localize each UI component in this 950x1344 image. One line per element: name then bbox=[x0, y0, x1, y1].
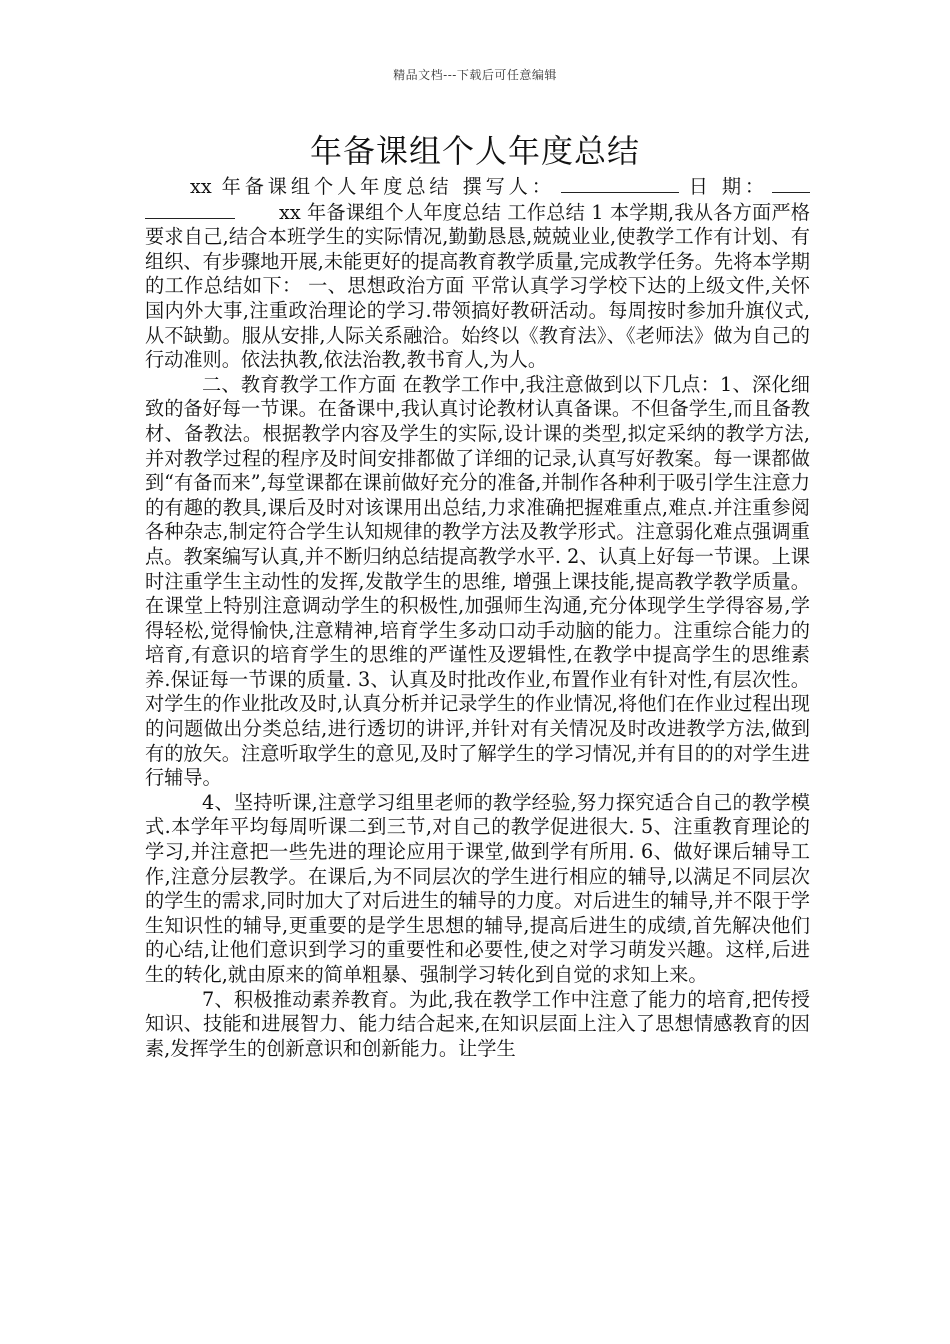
document-title: 年备课组个人年度总结 bbox=[309, 132, 640, 170]
date-blank bbox=[772, 174, 810, 193]
paragraph-lesson-observation: 4、坚持听课,注意学习组里老师的教学经验,努力探究适合自己的教学模式.本学年平均每周听课二到三节,对自己的教学促进很大. 5、注重教育理论的学习,并注意把一些先进的理论应用于课堂,做到学有所用. 6、做好课后辅导工作,注意分层教学。在课后,为不同层次的学生进行相应的辅导,以满足不同层次的学生的需求,同时加大了对后进生的辅导的力度。对后进生的辅导,并不限于学生知识性的辅导,更重要的是学生思想的辅导,提高后进生的成绩,首先解决他们的心结,让他们意识到学习的重要性和必要性,使之对学习萌发兴趣。这样,后进生的转化,就由原来的简单粗暴、强制学习转化到自觉的求知上来。 bbox=[145, 790, 810, 986]
paragraph-quality-education: 7、积极推动素养教育。为此,我在教学工作中注意了能力的培育,把传授知识、技能和进展智力、能力结合起来,在知识层面上注入了思想情感教育的因素,发挥学生的创新意识和创新能力。让学生 bbox=[145, 987, 810, 1060]
date-blank-continued bbox=[145, 200, 235, 219]
summary-paragraph: xx 年备课组个人年度总结 工作总结 1 本学期,我从各方面严格要求自己,结合本班学生的实际情况,勤勤恳恳,兢兢业业,使教学工作有计划、有组织、有步骤地开展,未能更好的提高教育教学质量,完成教学任务。先将本学期的工作总结如下： 一、思想政治方面 平常认真学习学校下达的上级文件,关怀国内外大事,注重政治理论的学习.带领搞好教研活动。每周按时参加升旗仪式,从不缺勤。服从安排,人际关系融洽。始终以《教育法》、《老师法》做为自己的行动准则。依法执教,依法治教,教书育人,为人。 bbox=[145, 200, 810, 372]
author-blank bbox=[561, 174, 679, 193]
meta-paragraph bbox=[145, 174, 810, 373]
running-header: 精品文档---下载后可任意编辑 bbox=[393, 68, 557, 82]
meta-intro: xx 年备课组个人年度总结 撰写人： bbox=[190, 175, 555, 198]
paragraph-teaching-work: 二、教育教学工作方面 在教学工作中,我注意做到以下几点：1、深化细致的备好每一节课。在备课中,我认真讨论教材认真备课。不但备学生,而且备教材、备教法。根据教学内容及学生的实际,设计课的类型,拟定采纳的教学方法,并对教学过程的程序及时间安排都做了详细的记录,认真写好教案。每一课都做到“有备而来”,每堂课都在课前做好充分的准备,并制作各种利于吸引学生注意力的有趣的教具,课后及时对该课用出总结,力求准确把握难重点,难点.并注重参阅各种杂志,制定符合学生认知规律的教学方法及教学形式。注意弱化难点强调重点。教案编写认真,并不断归纳总结提高教学水平. 2、认真上好每一节课。上课时注重学生主动性的发挥,发散学生的思维, 增强上课技能,提高教学教学质量。在课堂上特别注意调动学生的积极性,加强师生沟通,充分体现学生学得容易,学得轻松,觉得愉快,注意精神,培育学生多动口动手动脑的能力。注重综合能力的培育,有意识的培育学生的思维的严谨性及逻辑性,在教学中提高学生的思维素养.保证每一节课的质量. 3、认真及时批改作业,布置作业有针对性,有层次性。对学生的作业批改及时,认真分析并记录学生的作业情况,将他们在作业过程出现的问题做出分类总结,进行透切的讲评,并针对有关情况及时改进教学方法,做到有的放矢。注意听取学生的意见,及时了解学生的学习情况,并有目的的对学生进行辅导。 bbox=[145, 372, 811, 790]
date-label: 日 期： bbox=[684, 175, 768, 198]
document-body bbox=[145, 174, 810, 1061]
